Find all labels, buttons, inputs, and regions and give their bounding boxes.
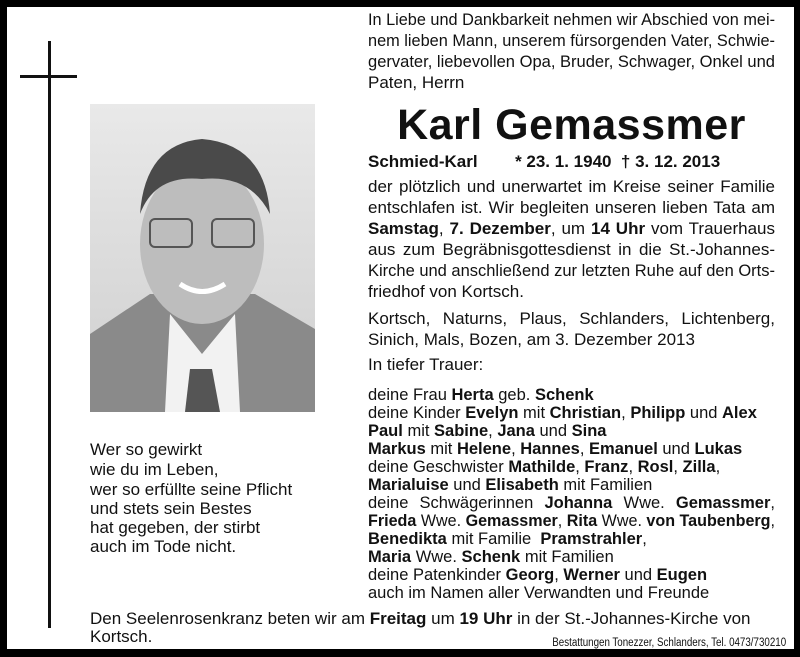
bold-name: Christian: [549, 404, 622, 422]
portrait-photo: [90, 104, 315, 412]
bold-name: 19 Uhr: [459, 609, 513, 628]
bold-name: Lukas: [694, 440, 743, 458]
intro-line: [368, 73, 775, 93]
text-segment: um: [426, 609, 460, 628]
bold-name: Markus: [368, 440, 426, 458]
bold-name: Werner: [563, 566, 620, 584]
bold-name: 7. Dezember: [449, 219, 551, 238]
bold-name: Pramstrahler: [540, 530, 643, 548]
bold-name: Helene: [456, 440, 512, 458]
text-segment: mit Familien: [520, 548, 614, 566]
bold-name: Elisabeth: [485, 476, 559, 494]
bold-name: 14 Uhr: [590, 219, 646, 238]
text-segment: ,: [579, 440, 590, 458]
text-segment: Wwe.: [416, 512, 466, 530]
body-line: [368, 219, 775, 239]
text-segment: und: [448, 476, 486, 494]
text-segment: Kortsch, Naturns, Plaus, Schlanders, Lichtenberg,: [368, 309, 775, 328]
text-segment: deine Geschwister: [368, 458, 509, 476]
text-segment: ,: [628, 458, 638, 476]
body-line: [368, 261, 775, 281]
family-line: [368, 583, 775, 603]
bold-name: Freitag: [369, 609, 427, 628]
intro-line: [368, 31, 775, 51]
poem-line: wie du im Leben,: [90, 460, 219, 479]
places-line: [368, 330, 775, 350]
text-segment: Wwe.: [612, 494, 676, 512]
text-segment: in der St.-Johannes-Kirche von: [512, 609, 751, 628]
text-segment: deine Frau: [368, 386, 452, 404]
family-line: [368, 421, 775, 441]
family-line: [368, 529, 775, 549]
text-segment: gervater, liebevollen Opa, Bruder, Schwager, Onkel und: [368, 52, 776, 71]
text-segment: auch im Namen aller Verwandten und Freunde: [368, 584, 710, 602]
text-segment: aus zum Begräbnisgottesdienst in die St.-Johannes-: [368, 240, 775, 259]
bold-name: Alex: [722, 404, 757, 422]
nickname: Schmied-Karl: [368, 152, 478, 171]
bold-name: Hannes: [520, 440, 580, 458]
text-segment: deine Schwägerinnen: [368, 494, 545, 512]
bold-name: Sabine: [434, 422, 489, 440]
bold-name: Gemassmer: [675, 494, 771, 512]
bold-name: Mathilde: [508, 458, 576, 476]
bold-name: Maria: [368, 548, 412, 566]
bold-name: Franz: [584, 458, 629, 476]
intro-line: [368, 52, 776, 72]
obituary-notice: [7, 7, 794, 649]
text-segment: geb.: [493, 386, 535, 404]
text-segment: deine Kinder: [368, 404, 466, 422]
poem-line: und stets sein Bestes: [90, 499, 252, 518]
text-segment: mit: [518, 404, 550, 422]
mourning-heading: In tiefer Trauer:: [368, 355, 484, 374]
bold-name: Georg: [505, 566, 555, 584]
bold-name: Paul: [368, 422, 403, 440]
intro-line: [368, 10, 776, 30]
bold-name: Rosl: [637, 458, 674, 476]
bold-name: Rita: [566, 512, 598, 530]
text-segment: der plötzlich und unerwartet im Kreise seiner Familie: [368, 177, 775, 196]
text-segment: ,: [575, 458, 585, 476]
text-segment: Wwe.: [597, 512, 647, 530]
text-segment: ,: [673, 458, 683, 476]
text-segment: ,: [770, 494, 775, 512]
bold-name: Jana: [497, 422, 535, 440]
nickname-and-dates: [368, 152, 720, 172]
bold-name: Schenk: [461, 548, 521, 566]
text-segment: Kortsch.: [90, 627, 153, 646]
text-segment: friedhof von Kortsch.: [368, 282, 524, 301]
body-line: [368, 177, 775, 197]
text-segment: und: [657, 440, 695, 458]
text-segment: Wwe.: [411, 548, 462, 566]
family-line: [368, 511, 775, 531]
bold-name: Marialuise: [368, 476, 449, 494]
body-line: [368, 198, 775, 218]
text-segment: mit Familien: [558, 476, 653, 494]
family-line: [368, 439, 775, 459]
text-segment: Kirche und anschließend zur letzten Ruhe auf den Orts-: [368, 261, 775, 280]
family-line: [368, 385, 775, 405]
poem-line: hat gegeben, der stirbt: [90, 518, 261, 537]
text-segment: vom Trauerhaus: [645, 219, 775, 238]
life-dates: * 23. 1. 1940 † 3. 12. 2013: [515, 152, 721, 171]
text-segment: ,: [715, 458, 721, 476]
bold-name: Johanna: [544, 494, 613, 512]
body-line: [368, 282, 775, 302]
text-segment: , um: [550, 219, 591, 238]
text-segment: entschlafen ist. Wir begleiten unseren lieben Tata am: [368, 198, 775, 217]
bold-name: Philipp: [630, 404, 686, 422]
text-segment: Paten, Herrn: [368, 73, 465, 92]
bold-name: Benedikta: [368, 530, 447, 548]
text-segment: deine Patenkinder: [368, 566, 506, 584]
bold-name: Gemassmer: [465, 512, 558, 530]
places-line: [368, 309, 775, 329]
undertaker-credit: Bestattungen Tonezzer, Schlanders, Tel. 0473/730210: [552, 637, 786, 649]
bold-name: Evelyn: [465, 404, 519, 422]
deceased-name: Karl Gemassmer: [397, 101, 746, 149]
text-segment: ,: [438, 219, 450, 238]
text-segment: ,: [488, 422, 498, 440]
family-line: [368, 565, 775, 585]
text-segment: mit: [402, 422, 435, 440]
rosary-line: [90, 609, 775, 629]
cross-icon: [48, 41, 51, 628]
poem-line: wer so erfüllte seine Pflicht: [90, 480, 293, 499]
text-segment: Sinich, Mals, Bozen, am 3. Dezember 2013: [368, 330, 695, 349]
text-segment: und: [685, 404, 723, 422]
bold-name: Schenk: [534, 386, 594, 404]
text-segment: und: [534, 422, 572, 440]
cross-icon-bar: [20, 75, 77, 78]
text-segment: mit Familie: [446, 530, 541, 548]
family-line: [368, 547, 775, 567]
text-segment: ,: [511, 440, 521, 458]
text-segment: nem lieben Mann, unserem fürsorgenden Vater, Schwie-: [368, 31, 775, 50]
family-line: [368, 457, 775, 477]
bold-name: Emanuel: [589, 440, 658, 458]
text-segment: ,: [642, 530, 647, 548]
text-segment: ,: [770, 512, 775, 530]
text-segment: ,: [557, 512, 567, 530]
bold-name: Eugen: [656, 566, 708, 584]
text-segment: ,: [621, 404, 631, 422]
text-segment: und: [619, 566, 657, 584]
poem-line: auch im Tode nicht.: [90, 537, 237, 556]
family-line: [368, 493, 775, 513]
family-line: [368, 403, 775, 423]
bold-name: Samstag: [368, 219, 439, 238]
text-segment: In Liebe und Dankbarkeit nehmen wir Abschied von mei-: [368, 10, 776, 29]
bold-name: von Taubenberg: [646, 512, 771, 530]
text-segment: mit: [425, 440, 457, 458]
text-segment: Den Seelenrosenkranz beten wir am: [90, 609, 370, 628]
bold-name: Zilla: [682, 458, 716, 476]
body-line: [368, 240, 775, 260]
bold-name: Frieda: [368, 512, 417, 530]
bold-name: Herta: [451, 386, 494, 404]
text-segment: ,: [554, 566, 564, 584]
family-line: [368, 475, 775, 495]
poem-line: Wer so gewirkt: [90, 440, 203, 459]
bold-name: Sina: [571, 422, 607, 440]
